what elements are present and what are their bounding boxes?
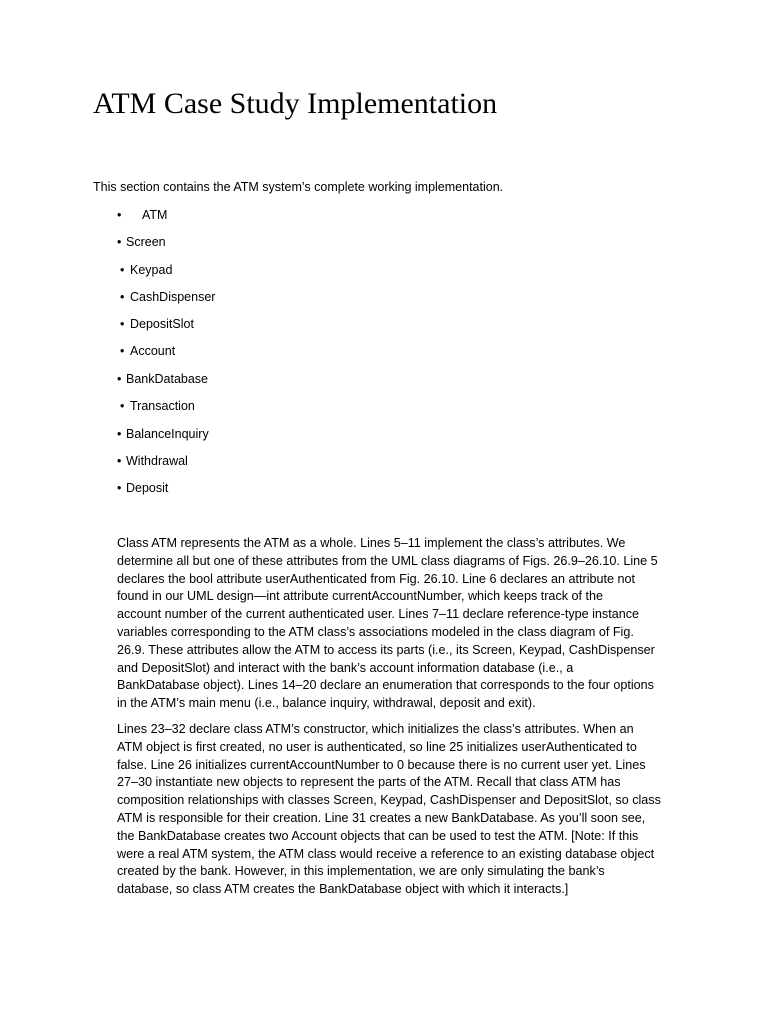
paragraph-line: variables corresponding to the ATM class’s associations modeled in the class diagram of Fig. bbox=[117, 624, 634, 639]
paragraph-line: 26.9. These attributes allow the ATM to access its parts (i.e., its Screen, Keypad, CashDispenser bbox=[117, 642, 655, 657]
bullet-icon: • bbox=[120, 290, 125, 304]
bullet-icon: • bbox=[120, 399, 125, 413]
paragraph-line: Lines 23–32 declare class ATM’s constructor, which initializes the class’s attributes. When an bbox=[117, 722, 634, 736]
paragraph-line: account number of the current authenticated user. Lines 7–11 declare reference-type instance bbox=[117, 607, 640, 622]
paragraph-line: database, so class ATM creates the BankDatabase object with which it interacts.] bbox=[117, 882, 569, 897]
bullet-icon: • bbox=[120, 317, 125, 331]
paragraph-line: composition relationships with classes Screen, Keypad, CashDispenser and DepositSlot, so class bbox=[117, 793, 661, 808]
paragraph-line: ATM object is first created, no user is authenticated, so line 25 initializes userAuthenticated to bbox=[117, 739, 637, 754]
class-list-item bbox=[117, 452, 188, 470]
bullet-icon: • bbox=[117, 454, 122, 468]
paragraph-line: and DepositSlot) and interact with the bank’s account information database (i.e., a bbox=[117, 660, 574, 675]
paragraph-line: were a real ATM system, the ATM class would receive a reference to an existing database object bbox=[117, 846, 655, 861]
bullet-icon: • bbox=[117, 208, 122, 222]
class-list-item bbox=[120, 288, 215, 306]
bullet-icon: • bbox=[120, 344, 125, 358]
paragraph-line: created by the bank. However, in this implementation, we are only simulating the bank’s bbox=[117, 864, 605, 879]
page-title: ATM Case Study Implementation bbox=[93, 87, 498, 120]
class-list-item bbox=[120, 261, 172, 279]
bullet-icon: • bbox=[120, 263, 125, 277]
class-list-item-label: BalanceInquiry bbox=[126, 427, 209, 441]
paragraph-line: declares the bool attribute userAuthenticated from Fig. 26.10. Line 6 declares an attribute not bbox=[117, 571, 636, 586]
paragraph-constructor bbox=[117, 721, 677, 899]
class-list-item-label: BankDatabase bbox=[126, 372, 209, 386]
paragraph-line: the BankDatabase creates two Account objects that can be used to test the ATM. [Note: If this bbox=[117, 828, 639, 843]
class-list-item-label: Keypad bbox=[130, 263, 173, 277]
class-list-item-label: Withdrawal bbox=[126, 454, 188, 468]
paragraph-line: BankDatabase object). Lines 14–20 declare an enumeration that corresponds to the four options bbox=[117, 678, 654, 693]
class-list-item bbox=[117, 479, 168, 497]
paragraph-class-atm bbox=[117, 535, 677, 713]
class-list-item bbox=[117, 425, 209, 443]
paragraph-line: determine all but one of these attributes from the UML class diagrams of Figs. 26.9–26.10. Line 5 bbox=[117, 553, 658, 568]
class-list-item bbox=[120, 315, 194, 333]
class-list-item bbox=[117, 370, 208, 388]
bullet-icon: • bbox=[117, 481, 122, 495]
paragraph-line: false. Line 26 initializes currentAccountNumber to 0 because there is no current user yet. Lines bbox=[117, 757, 646, 772]
class-list-item-label: Transaction bbox=[130, 399, 195, 413]
class-list-item-label: Deposit bbox=[126, 481, 169, 495]
class-list-item-label: DepositSlot bbox=[130, 317, 194, 331]
paragraph-line: in the ATM’s main menu (i.e., balance inquiry, withdrawal, deposit and exit). bbox=[117, 696, 536, 711]
bullet-icon: • bbox=[117, 372, 122, 386]
bullet-icon: • bbox=[117, 427, 122, 441]
bullet-icon: • bbox=[117, 235, 122, 249]
intro-text: This section contains the ATM system’s complete working implementation. bbox=[93, 180, 504, 194]
class-list-item bbox=[120, 342, 175, 360]
class-list-item bbox=[117, 233, 166, 251]
paragraph-line: found in our UML design—int attribute currentAccountNumber, which keeps track of the bbox=[117, 589, 604, 604]
paragraph-line: ATM is responsible for their creation. Line 31 creates a new BankDatabase. As you’ll soon see, bbox=[117, 810, 646, 825]
class-list-item bbox=[117, 206, 167, 224]
class-list-item-label: CashDispenser bbox=[130, 290, 216, 304]
paragraph-line: 27–30 instantiate new objects to represent the parts of the ATM. Recall that class ATM has bbox=[117, 775, 621, 790]
class-list-item bbox=[120, 397, 195, 415]
paragraph-line: Class ATM represents the ATM as a whole. Lines 5–11 implement the class’s attributes. We bbox=[117, 536, 626, 550]
class-list-item-label: Screen bbox=[126, 235, 166, 249]
class-list-item-label: Account bbox=[130, 344, 176, 358]
class-list-item-label: ATM bbox=[142, 208, 168, 222]
